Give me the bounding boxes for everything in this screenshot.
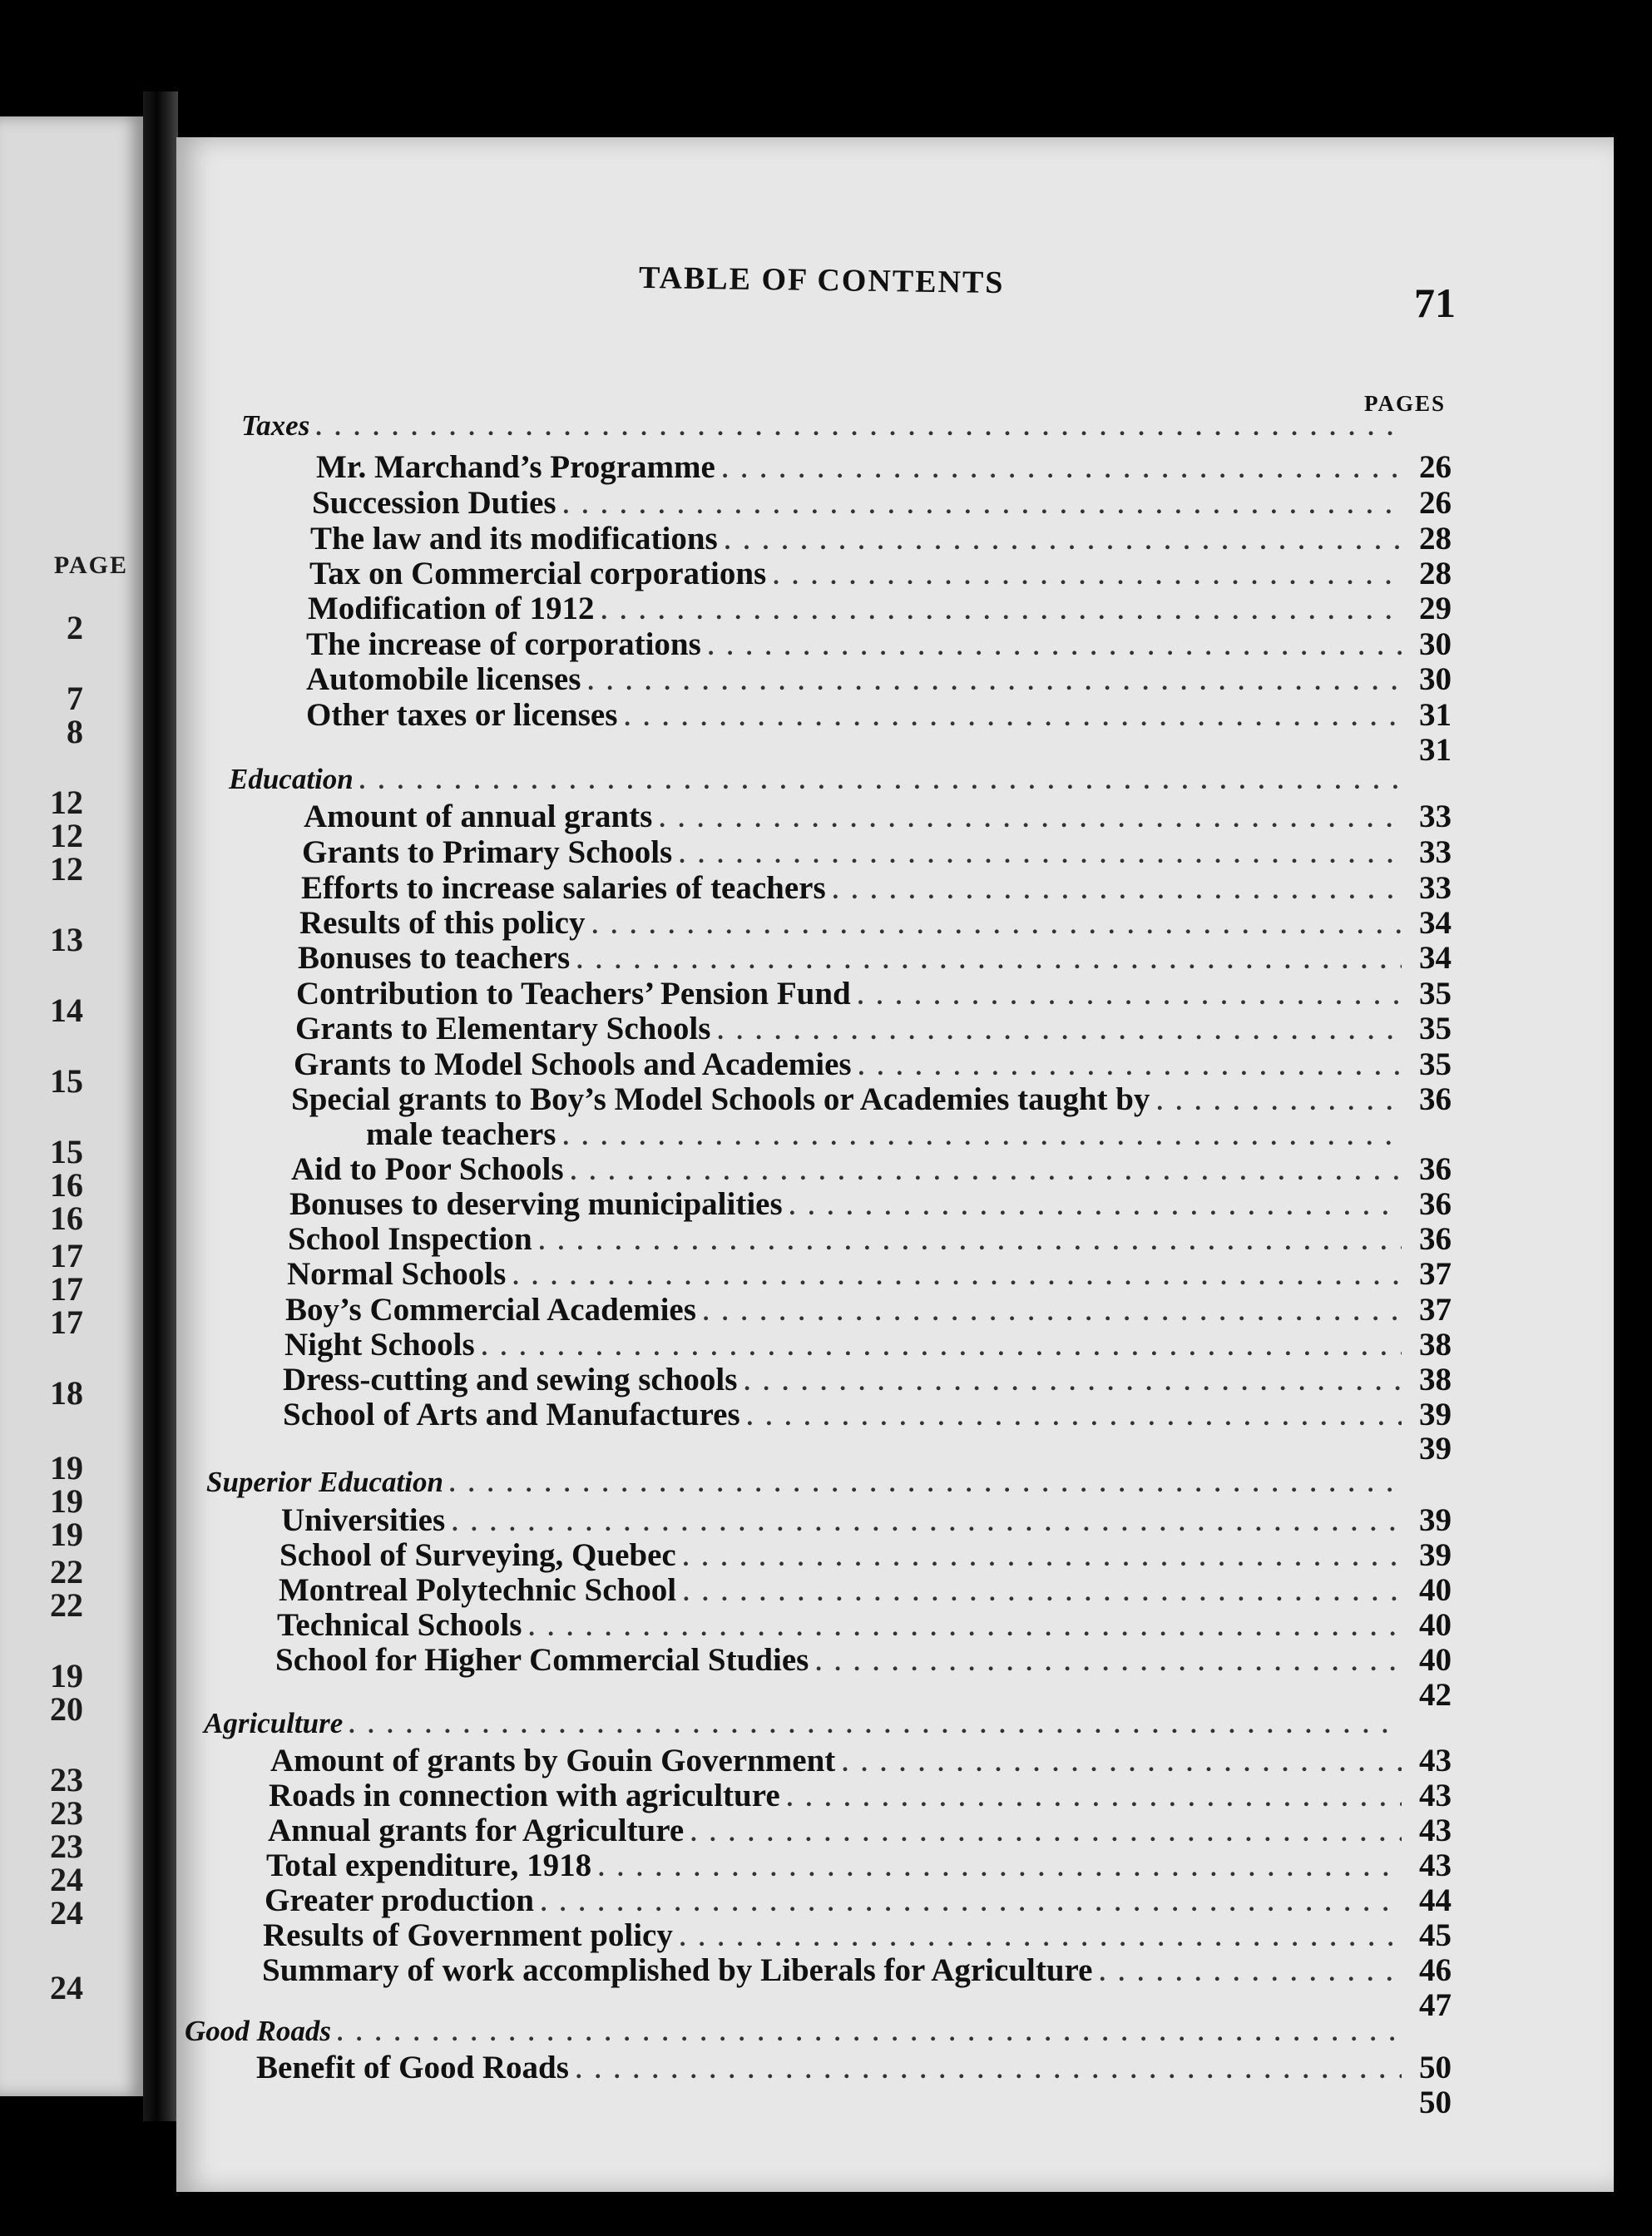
left-page-number: 12 — [50, 850, 83, 888]
toc-entry — [283, 1397, 1452, 1433]
dot-leader — [512, 1259, 1402, 1295]
toc-entry-title: male teachers — [366, 1116, 556, 1152]
left-page-number: 2 — [67, 609, 83, 646]
left-page-heading: PAGE — [53, 552, 128, 579]
toc-entry-page: 37 — [1419, 1292, 1452, 1328]
dot-leader — [576, 2052, 1402, 2089]
toc-entry-page: 40 — [1419, 1572, 1452, 1608]
toc-entry-title: Other taxes or licenses — [306, 697, 618, 733]
toc-entry-title: Total expenditure, 1918 — [266, 1848, 592, 1883]
toc-entry-page: 43 — [1419, 1848, 1452, 1883]
dot-leader — [528, 1610, 1402, 1646]
toc-entry-title: Boy’s Commercial Academies — [285, 1292, 696, 1328]
toc-entry-title: Special grants to Boy’s Model Schools or Academies taught by — [291, 1081, 1150, 1117]
toc-entry-page: 30 — [1419, 626, 1452, 662]
toc-entry-page: 30 — [1419, 661, 1452, 697]
left-page-number: 22 — [50, 1586, 83, 1624]
toc-entry — [287, 1256, 1452, 1293]
toc-entry-page: 34 — [1419, 905, 1452, 941]
toc-entry-title: School of Arts and Manufactures — [283, 1397, 740, 1432]
section-heading-title: Good Roads — [185, 2015, 331, 2047]
pages-column-label: PAGES — [1364, 391, 1447, 416]
left-page-number: 18 — [50, 1374, 83, 1412]
left-page-number: 23 — [50, 1828, 83, 1865]
toc-entry-page: 46 — [1419, 1952, 1452, 1988]
toc-entry-page: 36 — [1419, 1221, 1452, 1257]
toc-entry-page: 45 — [1419, 1917, 1452, 1953]
left-page-number: 20 — [50, 1690, 83, 1728]
toc-entry-page: 39 — [1419, 1502, 1452, 1538]
toc-entry-title: Efforts to increase salaries of teachers — [301, 870, 826, 906]
toc-entry-page: 50 — [1419, 2050, 1452, 2085]
left-page-number: 15 — [50, 1133, 83, 1170]
dot-leader — [338, 2015, 1402, 2051]
dot-leader — [789, 1189, 1402, 1225]
left-page-number: 17 — [50, 1270, 83, 1308]
dot-leader — [1156, 1084, 1402, 1120]
toc-entry-page: 40 — [1419, 1607, 1452, 1643]
dot-leader — [598, 1850, 1402, 1887]
toc-entry-title: School Inspection — [288, 1221, 532, 1257]
section-heading — [204, 1705, 1452, 1742]
toc-entry-page: 39 — [1419, 1397, 1452, 1432]
toc-entry-page: 35 — [1419, 976, 1452, 1012]
toc-entry — [279, 1537, 1452, 1574]
toc-entry-title: Dress-cutting and sewing schools — [283, 1362, 738, 1398]
left-page-number: 17 — [50, 1237, 83, 1274]
toc-entry — [284, 1327, 1452, 1363]
left-page-number: 12 — [50, 784, 83, 821]
dot-leader — [450, 1466, 1402, 1502]
toc-entry — [306, 661, 1452, 698]
left-page-number: 24 — [50, 1894, 83, 1932]
toc-entry-page: 43 — [1419, 1778, 1452, 1813]
toc-entry-page: 36 — [1419, 1151, 1452, 1187]
toc-entry — [306, 697, 1452, 734]
left-page-number: 13 — [50, 921, 83, 958]
dot-leader — [690, 1815, 1402, 1852]
toc-entry-page: 33 — [1419, 799, 1452, 834]
dot-leader — [858, 1049, 1402, 1086]
dot-leader — [842, 1745, 1402, 1782]
toc-entry-title: Mr. Marchand’s Programme — [316, 449, 715, 485]
toc-entry — [301, 870, 1452, 907]
section-end-page: 42 — [1419, 1677, 1452, 1713]
toc-entry-title: Bonuses to deserving municipalities — [289, 1186, 783, 1222]
section-heading — [241, 408, 1452, 444]
toc-entry-page: 26 — [1419, 485, 1452, 521]
dot-leader — [858, 978, 1402, 1015]
dot-leader — [717, 1013, 1402, 1050]
left-page-number: 16 — [50, 1200, 83, 1237]
toc-entry — [310, 521, 1452, 557]
dot-leader — [659, 801, 1402, 838]
toc-entry — [312, 485, 1452, 522]
section-end-page: 50 — [1419, 2085, 1452, 2120]
dot-leader — [576, 942, 1402, 979]
dot-leader — [744, 1364, 1402, 1401]
dot-leader — [683, 1540, 1402, 1576]
dot-leader — [562, 1119, 1402, 1155]
toc-entry — [306, 626, 1452, 663]
dot-leader — [601, 593, 1402, 630]
toc-entry-title: Results of Government policy — [263, 1917, 673, 1953]
toc-entry-title: Normal Schools — [287, 1256, 507, 1292]
toc-entry-page: 40 — [1419, 1642, 1452, 1678]
dot-leader — [773, 558, 1402, 595]
toc-entry — [298, 940, 1452, 977]
toc-entry — [270, 1743, 1452, 1779]
toc-entry — [294, 1046, 1452, 1083]
toc-entry-title: Tax on Commercial corporations — [309, 556, 767, 591]
left-page-number: 19 — [50, 1482, 83, 1520]
toc-entry-page: 34 — [1419, 940, 1452, 976]
dot-leader — [833, 873, 1402, 909]
toc-entry — [285, 1292, 1452, 1328]
dot-leader — [1099, 1955, 1402, 1991]
toc-entry-page: 37 — [1419, 1256, 1452, 1292]
toc-entry — [265, 1882, 1452, 1919]
dot-leader — [316, 409, 1402, 446]
section-heading-title: Superior Education — [206, 1466, 443, 1498]
section-heading-title: Taxes — [241, 409, 310, 442]
toc-entry-title: Aid to Poor Schools — [291, 1151, 564, 1187]
toc-entry — [366, 1116, 1452, 1153]
toc-entry — [279, 1572, 1452, 1609]
dot-leader — [360, 763, 1402, 799]
dot-leader — [747, 1399, 1402, 1436]
dot-leader — [349, 1707, 1402, 1744]
dot-leader — [815, 1645, 1402, 1681]
toc-entry-page: 28 — [1419, 556, 1452, 591]
toc-entry-page: 43 — [1419, 1743, 1452, 1778]
toc-entry — [316, 449, 1452, 486]
toc-entry-title: Benefit of Good Roads — [256, 2050, 569, 2085]
toc-entry — [308, 591, 1452, 627]
left-page-number: 24 — [50, 1969, 83, 2006]
dot-leader — [591, 908, 1402, 944]
section-heading-title: Education — [229, 763, 354, 795]
toc-entry-title: Modification of 1912 — [308, 591, 595, 626]
dot-leader — [703, 1294, 1402, 1331]
toc-entry-title: Grants to Model Schools and Academies — [294, 1046, 852, 1082]
dot-leader — [787, 1780, 1402, 1817]
toc-entry-title: Grants to Primary Schools — [302, 834, 673, 870]
toc-entry-title: Annual grants for Agriculture — [268, 1813, 685, 1848]
toc-entry-page: 33 — [1419, 870, 1452, 906]
toc-entry-page: 31 — [1419, 697, 1452, 733]
toc-entry — [283, 1362, 1452, 1398]
toc-entry-page: 26 — [1419, 449, 1452, 485]
toc-entry-title: School for Higher Commercial Studies — [275, 1642, 809, 1678]
toc-entry — [289, 1186, 1452, 1223]
toc-entry — [288, 1221, 1452, 1258]
section-end-page: 39 — [1419, 1431, 1452, 1467]
toc-entry-title: Bonuses to teachers — [298, 940, 571, 976]
toc-entry-page: 28 — [1419, 521, 1452, 557]
toc-entry — [299, 905, 1452, 942]
book-gutter — [143, 92, 178, 2121]
dot-leader — [679, 837, 1402, 873]
toc-entry-title: Amount of annual grants — [304, 799, 653, 834]
left-page-number: 17 — [50, 1304, 83, 1341]
toc-entry-page: 39 — [1419, 1537, 1452, 1573]
toc-entry-title: Montreal Polytechnic School — [279, 1572, 677, 1608]
dot-leader — [624, 700, 1402, 736]
left-page-number: 23 — [50, 1794, 83, 1832]
left-page-number: 19 — [50, 1449, 83, 1487]
toc-entry-title: Night Schools — [284, 1327, 475, 1363]
toc-entry-title: Contribution to Teachers’ Pension Fund — [296, 976, 851, 1012]
section-heading — [229, 761, 1452, 798]
toc-entry-title: Universities — [281, 1502, 446, 1538]
toc-entry-title: Technical Schools — [277, 1607, 522, 1643]
toc-entry-page: 33 — [1419, 834, 1452, 870]
dot-leader — [482, 1329, 1402, 1366]
dot-leader — [680, 1920, 1402, 1956]
toc-entry-page: 44 — [1419, 1882, 1452, 1918]
dot-leader — [708, 629, 1402, 665]
dot-leader — [587, 664, 1402, 700]
toc-entry-title: Succession Duties — [312, 485, 556, 521]
left-page-number: 23 — [50, 1761, 83, 1798]
toc-entry-title: Summary of work accomplished by Liberals for Agriculture — [262, 1952, 1093, 1988]
toc-entry-page: 36 — [1419, 1081, 1452, 1117]
toc-entry-title: Roads in connection with agriculture — [269, 1778, 780, 1813]
toc-entry — [291, 1081, 1452, 1118]
dot-leader — [539, 1224, 1402, 1260]
left-page-number: 24 — [50, 1861, 83, 1898]
toc-entry-title: Greater production — [265, 1882, 534, 1918]
toc-entry — [296, 976, 1452, 1012]
toc-entry-page: 38 — [1419, 1327, 1452, 1363]
toc-entry-page: 35 — [1419, 1011, 1452, 1046]
left-page-number: 19 — [50, 1657, 83, 1694]
toc-entry-title: School of Surveying, Quebec — [279, 1537, 676, 1573]
toc-entry — [281, 1502, 1452, 1539]
left-page-number: 8 — [67, 713, 83, 750]
dot-leader — [563, 487, 1402, 524]
toc-entry — [277, 1607, 1452, 1644]
toc-entry — [256, 2050, 1452, 2086]
toc-entry-title: Results of this policy — [299, 905, 586, 941]
dot-leader — [722, 452, 1402, 488]
toc-entry-page: 43 — [1419, 1813, 1452, 1848]
left-page-number: 19 — [50, 1516, 83, 1553]
toc-entry — [304, 799, 1452, 835]
section-end-page: 31 — [1419, 732, 1452, 768]
section-heading-title: Agriculture — [204, 1707, 344, 1739]
toc-entry-page: 36 — [1419, 1186, 1452, 1222]
toc-entry — [302, 834, 1452, 871]
page-number: 71 — [1414, 280, 1456, 326]
section-end-page: 47 — [1419, 1987, 1452, 2023]
toc-entry — [309, 556, 1452, 592]
toc-entry-page: 35 — [1419, 1046, 1452, 1082]
left-page-number: 22 — [50, 1553, 83, 1590]
dot-leader — [452, 1505, 1402, 1541]
toc-entry — [262, 1952, 1452, 1989]
left-page-number: 12 — [50, 817, 83, 854]
left-page-number: 7 — [67, 680, 83, 717]
dot-leader — [683, 1575, 1402, 1611]
toc-entry — [269, 1778, 1452, 1814]
toc-entry — [295, 1011, 1452, 1047]
toc-entry-page: 29 — [1419, 591, 1452, 626]
toc-entry-page: 38 — [1419, 1362, 1452, 1398]
toc-entry — [275, 1642, 1452, 1679]
section-heading — [185, 2013, 1452, 2050]
toc-entry-title: Grants to Elementary Schools — [295, 1011, 711, 1046]
left-page-number: 16 — [50, 1166, 83, 1204]
toc-entry-title: Amount of grants by Gouin Government — [270, 1743, 836, 1778]
toc-entry-title: Automobile licenses — [306, 661, 581, 697]
toc-entry — [268, 1813, 1452, 1849]
dot-leader — [541, 1885, 1402, 1922]
left-page-number: 14 — [50, 992, 83, 1029]
left-page-number: 15 — [50, 1062, 83, 1100]
running-head: TABLE OF CONTENTS — [638, 260, 1005, 301]
toc-entry — [291, 1151, 1452, 1188]
toc-entry-title: The law and its modifications — [310, 521, 718, 557]
dot-leader — [571, 1154, 1402, 1190]
section-heading — [206, 1464, 1452, 1501]
toc-entry — [263, 1917, 1452, 1954]
toc-entry — [266, 1848, 1452, 1884]
toc-entry-title: The increase of corporations — [306, 626, 701, 662]
dot-leader — [725, 523, 1402, 560]
